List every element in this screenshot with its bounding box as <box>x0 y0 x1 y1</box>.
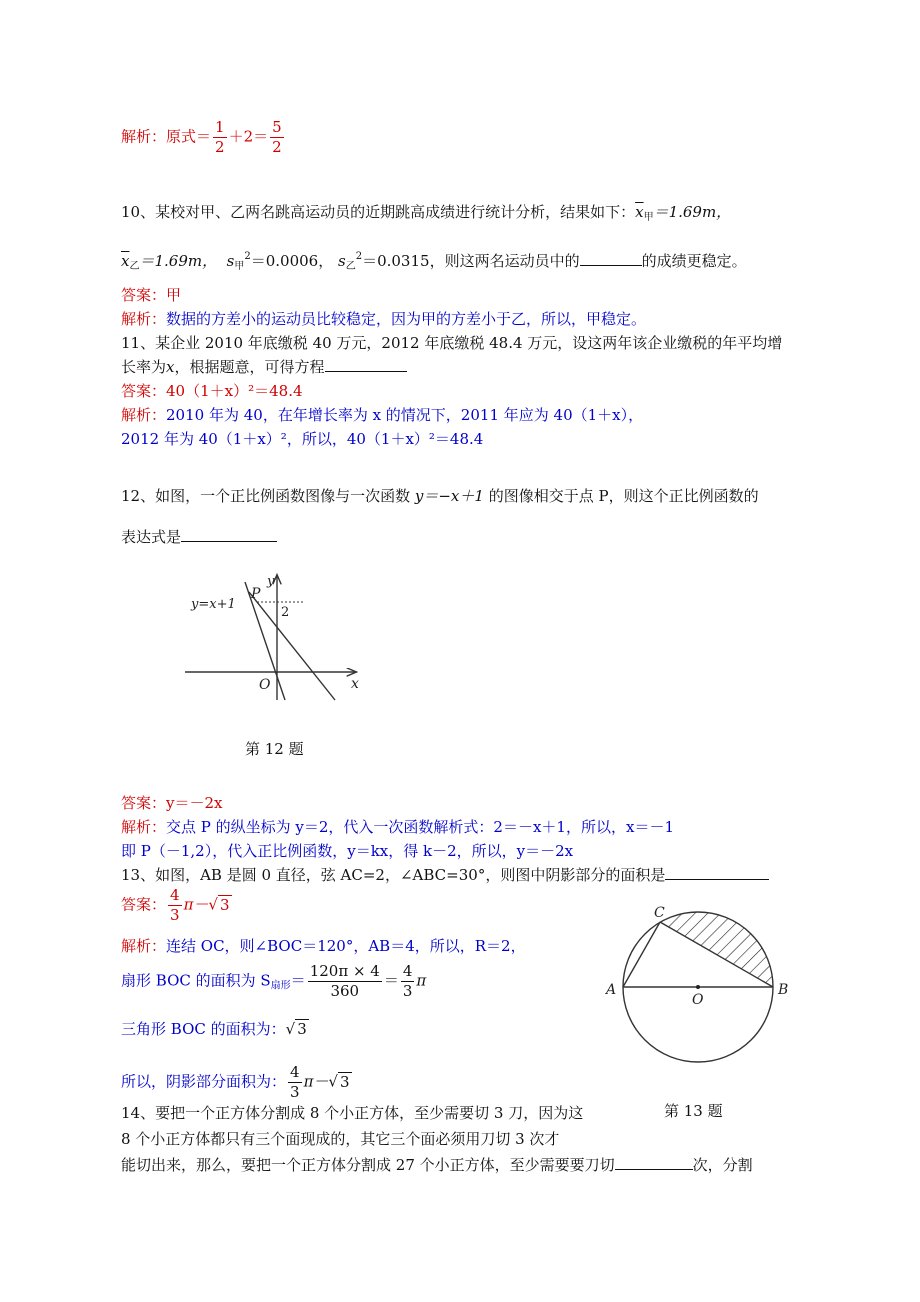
q10-val-jia: ＝1.69m， <box>653 203 732 221</box>
q13-shadow-pi: π－ <box>303 1072 329 1091</box>
q10-analysis-text: 数据的方差小的运动员比较稳定，因为甲的方差小于乙，所以，甲稳定。 <box>166 310 647 328</box>
q10-analysis-label: 解析： <box>121 310 167 328</box>
q13-center-dot <box>696 985 700 989</box>
q10-val-yi: ＝1.69m， <box>139 252 218 270</box>
q12-question-line2 <box>121 527 277 547</box>
q13-sector-eq: ＝ <box>290 971 306 990</box>
q9-fraction-1: $\frac{1}{2}$ <box>215 118 225 156</box>
q13-triangle-root: 3 <box>297 1020 307 1038</box>
q11-line2-a: 长率为 <box>121 358 167 376</box>
q11-analysis-label: 解析： <box>121 406 167 424</box>
q13-label-b: B <box>778 982 789 998</box>
q9-plus: ＋2＝ <box>228 127 269 146</box>
q12-label-y: y <box>267 574 275 589</box>
q13-sector-eq2: ＝ <box>383 971 399 990</box>
q10-s-yi-sub: 乙 <box>345 261 356 272</box>
q10-analysis <box>121 309 646 329</box>
q11-analysis-line2: 2012 年为 40（1＋x）²，所以，40（1＋x）²＝48.4 <box>121 430 484 448</box>
q11-question-line2 <box>121 357 407 377</box>
q13-answer-root: 3 <box>219 895 230 914</box>
q14-line3-b: 次，分割 <box>692 1156 753 1174</box>
q11-question-line1: 11、某企业 2010 年底缴税 40 万元，2012 年底缴税 48.4 万元，设这两年该企业缴税的年平均增 <box>121 334 783 352</box>
q13-sector-sub: 扇形 <box>270 980 291 992</box>
q12-analysis-text1: 交点 P 的纵坐标为 y＝2，代入一次函数解析式：2＝－x＋1，所以，x＝－1 <box>166 818 674 836</box>
q13-shadow-fraction: $\frac{4}{3}$ <box>290 1063 300 1101</box>
q13-label-a: A <box>606 982 617 998</box>
q13-answer-pi: π－ <box>183 895 209 914</box>
q12-line1-b: 的图像相交于点 P，则这个正比例函数的 <box>488 487 759 505</box>
q13-analysis-line1 <box>121 936 526 956</box>
q13-shadow-text: 所以，阴影部分面积为： <box>121 1072 287 1091</box>
q10-sub-yi: 乙 <box>129 261 140 272</box>
q10-s-jia-sup: 2 <box>244 251 251 262</box>
q12-analysis-line2: 即 P（－1,2），代入正比例函数，y＝kx，得 k－2，所以，y＝－2x <box>121 842 574 860</box>
q13-analysis-label: 解析： <box>121 937 167 955</box>
q13-answer-fraction: $\frac{4}{3}$ <box>170 886 180 924</box>
q12-line1-a: 12、如图，一个正比例函数图像与一次函数 <box>121 487 411 505</box>
q13-caption: 第 13 题 <box>664 1102 723 1120</box>
q11-analysis-line1 <box>121 405 643 425</box>
q12-label-2: 2 <box>281 605 290 620</box>
q13-label-o: O <box>692 992 704 1008</box>
q12-answer-blank <box>181 527 277 542</box>
q12-label-x: x <box>351 676 359 692</box>
q14-line3-a: 能切出来，那么，要把一个正方体分割成 27 个小正方体，至少需要要刀切 <box>121 1156 615 1174</box>
q10-sub-jia: 甲 <box>643 212 654 223</box>
q10-tail-a: 则这两名运动员中的 <box>444 252 580 270</box>
q11-answer: 答案：40（1＋x）²＝48.4 <box>121 382 303 400</box>
q12-label-o: O <box>259 677 271 693</box>
q11-answer-blank <box>325 357 407 372</box>
q13-text: 13、如图，AB 是圆 0 直径，弦 AC=2，∠ABC=30°，则图中阴影部分的面积是 <box>121 866 666 884</box>
q13-sector-line <box>121 962 426 1001</box>
q13-question-line1 <box>121 865 769 885</box>
q10-s-jia: s <box>226 252 235 270</box>
q10-tail-b: 的成绩更稳定。 <box>641 252 747 270</box>
q10-answer: 答案：甲 <box>121 286 182 304</box>
q12-analysis-label: 解析： <box>121 818 167 836</box>
q13-analysis-text1: 连结 OC，则∠BOC＝120°，AB＝4，所以，R＝2， <box>166 937 526 955</box>
q12-line2: 表达式是 <box>121 528 182 546</box>
q9-fraction-2: $\frac{5}{2}$ <box>272 118 282 156</box>
q14-line1: 14、要把一个正方体分割成 8 个小正方体，至少需要切 3 刀，因为这 <box>121 1104 584 1122</box>
q10-answer-blank <box>580 251 642 266</box>
q13-figure <box>604 902 804 1077</box>
q14-line2: 8 个小正方体都只有三个面现成的，其它三个面必须用刀切 3 次才 <box>121 1130 560 1148</box>
q13-triangle-line: 三角形 BOC 的面积为：√ 3 <box>121 1020 307 1038</box>
q11-analysis-text1: 2010 年为 40，在年增长率为 x 的情况下，2011 年应为 40（1＋x）， <box>166 406 644 424</box>
q10-text: 10、某校对甲、乙两名跳高运动员的近期跳高成绩进行统计分析，结果如下： <box>121 203 636 221</box>
q12-analysis-line1 <box>121 817 674 837</box>
q13-answer: 答案： $\frac{4}{3}$ π－√ 3 <box>121 886 230 924</box>
q13-sector-pi: π <box>416 971 427 990</box>
q12-answer: 答案：y＝－2x <box>121 794 223 812</box>
q13-label-c: C <box>654 905 665 921</box>
q14-line3 <box>121 1155 753 1175</box>
q10-s-yi-sup: 2 <box>355 251 363 262</box>
q10-question-line2 <box>121 247 747 277</box>
q10-question-line1 <box>121 202 731 228</box>
q13-shadow-line: 所以，阴影部分面积为： $\frac{4}{3}$ π－√ 3 <box>121 1063 350 1101</box>
q13-chord-ac <box>623 922 660 987</box>
q12-figure <box>185 572 365 702</box>
q12-caption: 第 12 题 <box>245 740 304 758</box>
q12-question-line1 <box>121 486 759 506</box>
q13-sector-text: 扇形 BOC 的面积为 S <box>121 971 271 990</box>
q13-answer-label: 答案： <box>121 895 167 914</box>
q14-answer-blank <box>615 1155 693 1170</box>
q10-s-jia-sub: 甲 <box>234 261 245 272</box>
q10-s-yi-val: ＝0.0315， <box>362 252 445 270</box>
q12-label-p: P <box>251 586 261 602</box>
q9-lhs: 原式＝ <box>166 127 212 146</box>
q13-answer-blank <box>665 865 769 880</box>
q10-xbar-jia: $\overline{x}$ <box>635 203 644 221</box>
q12-equation: y＝−x＋1 <box>414 487 484 505</box>
q10-s-yi: s <box>338 252 346 270</box>
q11-var-x: x <box>166 358 175 376</box>
q10-s-jia-val: ＝0.0006， <box>250 252 334 270</box>
q13-shadow-root: 3 <box>339 1072 350 1091</box>
q12-label-line: y=x+1 <box>191 597 236 612</box>
q13-triangle-text: 三角形 BOC 的面积为： <box>121 1020 286 1038</box>
q9-label: 解析： <box>121 127 167 146</box>
q10-xbar-yi: $\overline{x}$ <box>121 252 130 270</box>
q11-line2-b: ，根据题意，可得方程 <box>174 358 325 376</box>
q9-analysis <box>121 118 286 157</box>
q13-sector-fraction: $\frac{120\pi \times 4}{360}$ <box>309 962 380 1000</box>
q13-sector-result: $\frac{4}{3}$ <box>402 962 413 1000</box>
